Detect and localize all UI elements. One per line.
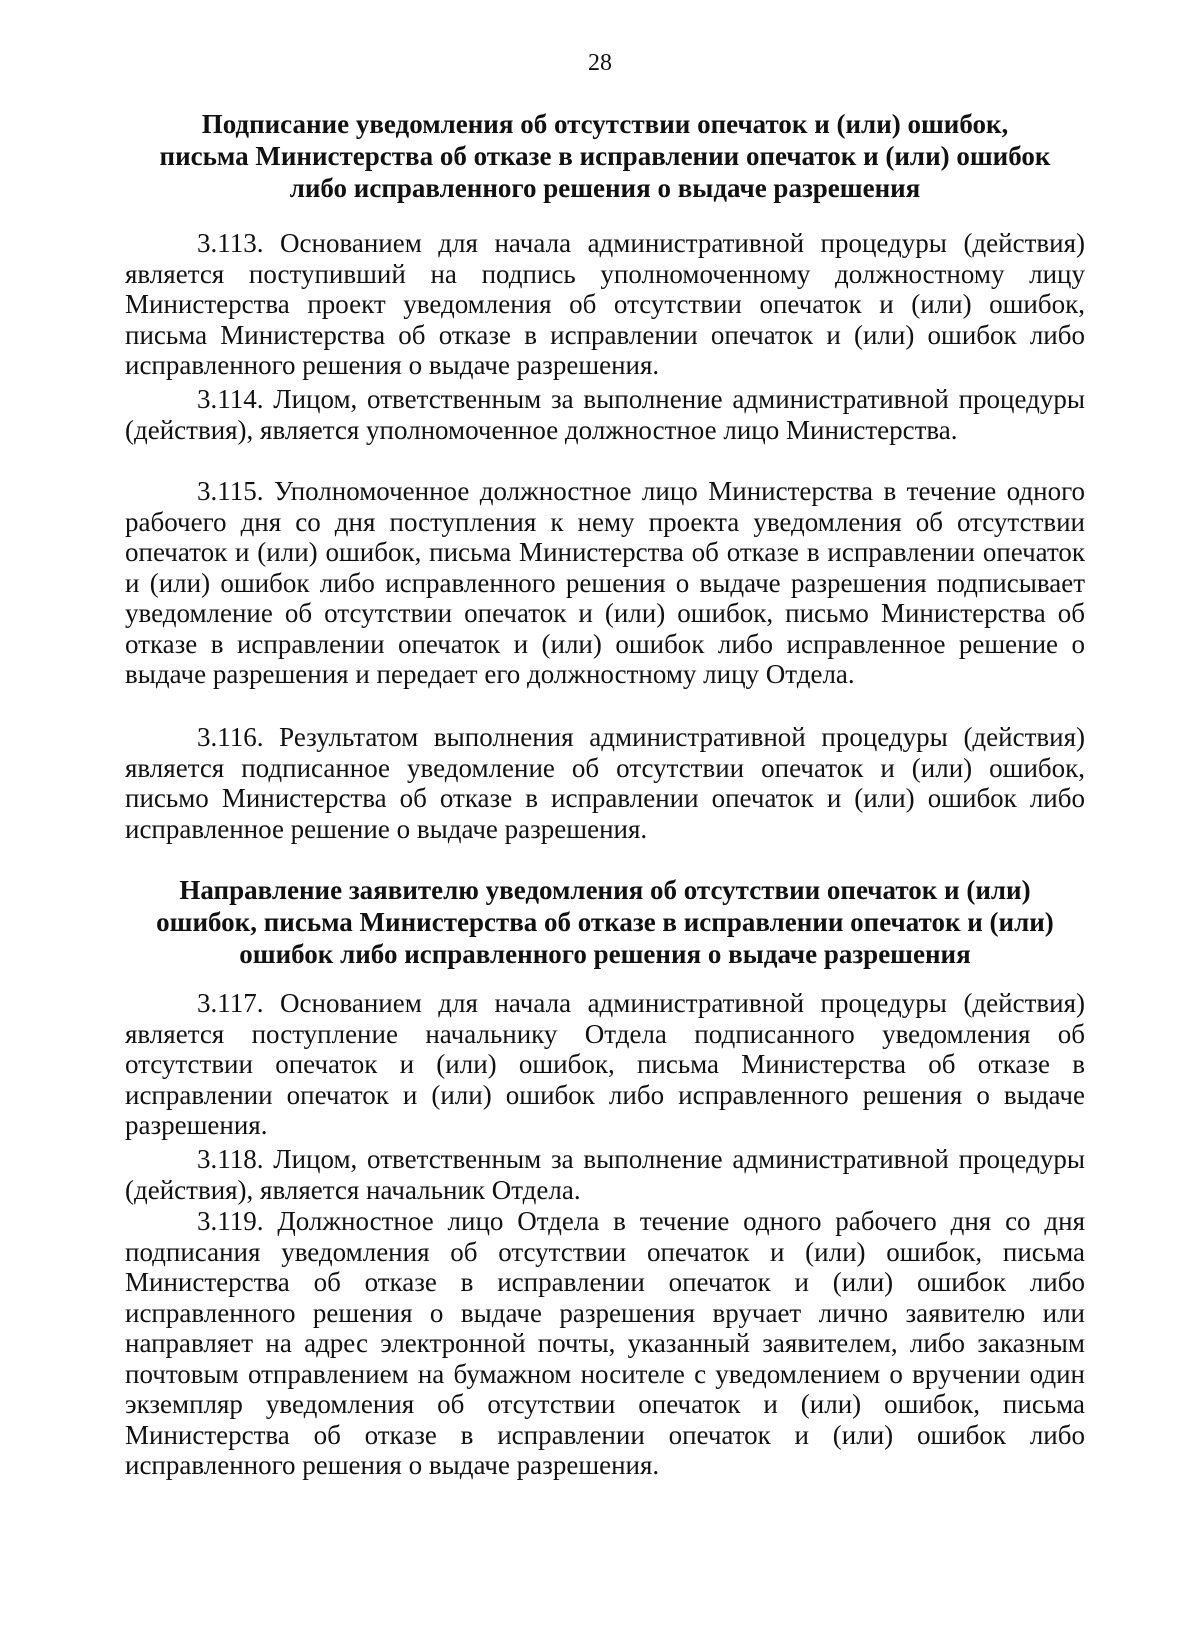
heading-line: письма Министерства об отказе в исправлении опечаток и (или) ошибок (159, 141, 1051, 171)
paragraph-text: 3.117. Основанием для начала административной процедуры (действия) является поступление начальнику Отдела подписанного уведомления об отсутствии опечаток и (или) ошибок, письма Министерства об отказе в исправлении опечаток и (или) ошибок либо исправленного решения о выдаче разрешения. (125, 988, 1085, 1140)
section-heading-sending (125, 874, 1085, 970)
paragraph-text: 3.119. Должностное лицо Отдела в течение одного рабочего дня со дня подписания уведомления об отсутствии опечаток и (или) ошибок, письма Министерства об отказе в исправлении опечаток и (или) ошибок либо исправленного решения о выдаче разрешения вручает лично заявителю или направляет на адрес электронной почты, указанный заявителем, либо заказным почтовым отправлением на бумажном носителе с уведомлением о вручении один экземпляр уведомления об отсутствии опечаток и (или) ошибок, письма Министерства об отказе в исправлении опечаток и (или) ошибок либо исправленного решения о выдаче разрешения. (125, 1206, 1085, 1480)
paragraph-text: 3.116. Результатом выполнения административной процедуры (действия) является подписанное уведомление об отсутствии опечаток и (или) ошибок, письмо Министерства об отказе в исправлении опечаток и (или) ошибок либо исправленное решение о выдаче разрешения. (125, 722, 1085, 844)
heading-line: ошибок, письма Министерства об отказе в исправлении опечаток и (или) (156, 907, 1054, 937)
paragraph-text: 3.114. Лицом, ответственным за выполнение административной процедуры (действия), является уполномоченное должностное лицо Министерства. (125, 384, 1085, 445)
paragraph-3-116 (125, 722, 1085, 844)
heading-line: Подписание уведомления об отсутствии опечаток и (или) ошибок, (201, 109, 1009, 139)
heading-line: Направление заявителю уведомления об отсутствии опечаток и (или) (179, 875, 1031, 905)
paragraph-3-113 (125, 228, 1085, 381)
paragraph-3-118 (125, 1144, 1085, 1205)
section-heading-signing (125, 108, 1085, 204)
paragraph-text: 3.113. Основанием для начала административной процедуры (действия) является поступивший на подпись уполномоченному должностному лицу Министерства проект уведомления об отсутствии опечаток и (или) ошибок, письма Министерства об отказе в исправлении опечаток и (или) ошибок либо исправленного решения о выдаче разрешения. (125, 228, 1085, 380)
paragraph-3-119 (125, 1206, 1085, 1481)
heading-line: либо исправленного решения о выдаче разрешения (289, 173, 921, 203)
paragraph-text: 3.118. Лицом, ответственным за выполнение административной процедуры (действия), является начальник Отдела. (125, 1144, 1085, 1205)
paragraph-3-114 (125, 384, 1085, 445)
paragraph-3-115 (125, 476, 1085, 690)
page-number: 28 (588, 50, 612, 76)
paragraph-text: 3.115. Уполномоченное должностное лицо Министерства в течение одного рабочего дня со дня поступления к нему проекта уведомления об отсутствии опечаток и (или) ошибок, письма Министерства об отказе в исправлении опечаток и (или) ошибок либо исправленного решения о выдаче разрешения подписывает уведомление об отсутствии опечаток и (или) ошибок, письмо Министерства об отказе в исправлении опечаток и (или) ошибок либо исправленное решение о выдаче разрешения и передает его должностному лицу Отдела. (125, 476, 1085, 689)
heading-line: ошибок либо исправленного решения о выдаче разрешения (239, 939, 971, 969)
paragraph-3-117 (125, 988, 1085, 1141)
